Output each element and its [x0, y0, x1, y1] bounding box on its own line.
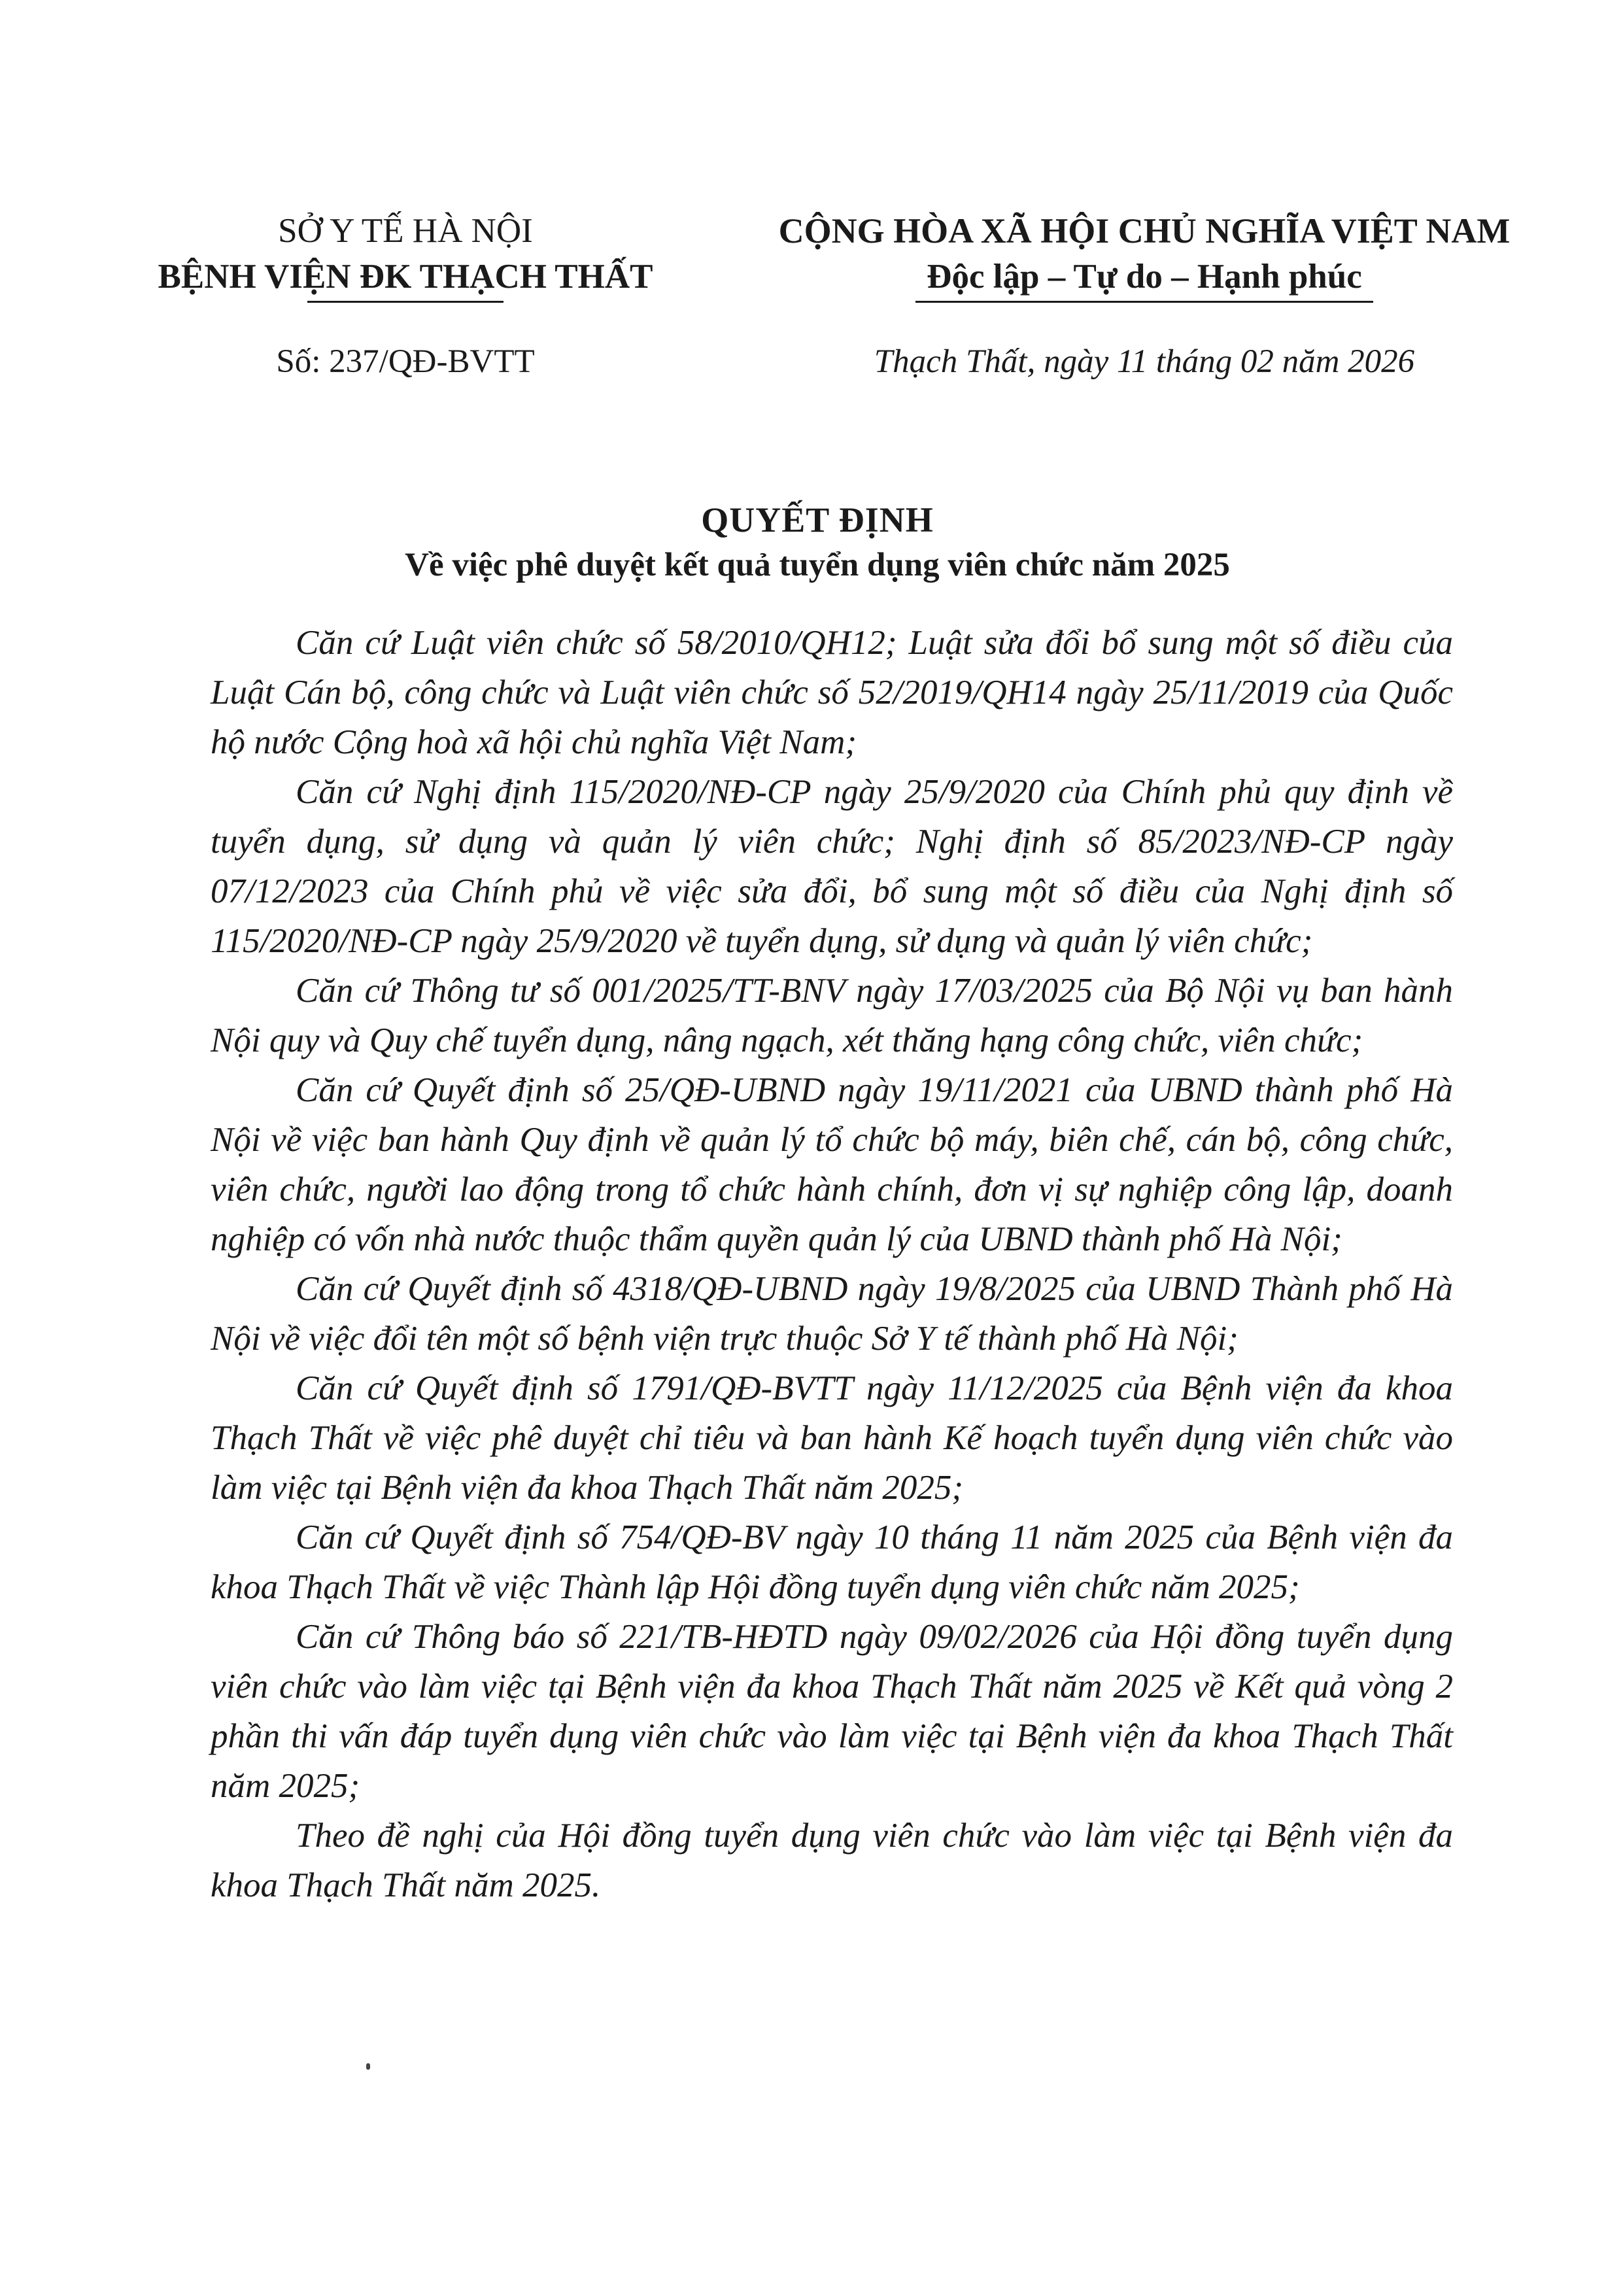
national-header-block	[726, 208, 1563, 383]
issuing-agency-block	[105, 208, 706, 383]
document-subject: Về việc phê duyệt kết quả tuyển dụng viên chức năm 2025	[405, 547, 1230, 583]
scan-speck	[366, 2063, 370, 2070]
hospital-name: BỆNH VIỆN ĐK THẠCH THẤT	[158, 258, 653, 296]
place-and-date: Thạch Thất, ngày 11 tháng 02 năm 2026	[874, 343, 1415, 380]
motto-underline	[915, 301, 1373, 303]
legal-basis-paragraph: Căn cứ Luật viên chức số 58/2010/QH12; Luật sửa đổi bổ sung một số điều của Luật Cán bộ, công chức và Luật viên chức số 52/2019/QH14 ngày 25/11/2019 của Quốc hộ nước Cộng hoà xã hội chủ nghĩa Việt Nam;	[211, 624, 1453, 761]
decision-title-block	[105, 497, 1530, 587]
legal-basis-paragraph: Căn cứ Thông báo số 221/TB-HĐTD ngày 09/02/2026 của Hội đồng tuyển dụng viên chức vào làm việc tại Bệnh viện đa khoa Thạch Thất năm 2025 về Kết quả vòng 2 phần thi vấn đáp tuyển dụng viên chức vào làm việc tại Bệnh viện đa khoa Thạch Thất năm 2025;	[211, 1618, 1453, 1805]
agency-underline	[307, 301, 504, 303]
legal-basis-paragraph: Căn cứ Thông tư số 001/2025/TT-BNV ngày 17/03/2025 của Bộ Nội vụ ban hành Nội quy và Quy chế tuyển dụng, nâng ngạch, xét thăng hạng công chức, viên chức;	[211, 972, 1453, 1059]
legal-basis-paragraph: Theo đề nghị của Hội đồng tuyển dụng viên chức vào làm việc tại Bệnh viện đa khoa Thạch Thất năm 2025.	[211, 1817, 1453, 1904]
legal-basis-paragraph: Căn cứ Quyết định số 4318/QĐ-UBND ngày 19/8/2025 của UBND Thành phố Hà Nội về việc đổi tên một số bệnh viện trực thuộc Sở Y tế thành phố Hà Nội;	[211, 1270, 1453, 1358]
legal-basis-paragraph: Căn cứ Quyết định số 1791/QĐ-BVTT ngày 11/12/2025 của Bệnh viện đa khoa Thạch Thất về việc phê duyệt chỉ tiêu và ban hành Kế hoạch tuyển dụng viên chức vào làm việc tại Bệnh viện đa khoa Thạch Thất năm 2025;	[211, 1369, 1453, 1507]
document-title: QUYẾT ĐỊNH	[701, 500, 934, 540]
national-motto: Độc lập – Tự do – Hạnh phúc	[927, 258, 1362, 296]
nation-name: CỘNG HÒA XÃ HỘI CHỦ NGHĨA VIỆT NAM	[778, 211, 1511, 250]
legal-basis-section	[211, 618, 1453, 1910]
legal-basis-paragraph: Căn cứ Quyết định số 25/QĐ-UBND ngày 19/11/2021 của UBND thành phố Hà Nội về việc ban hành Quy định về quản lý tổ chức bộ máy, biên chế, cán bộ, công chức, viên chức, người lao động trong tổ chức hành chính, đơn vị sự nghiệp công lập, doanh nghiệp có vốn nhà nước thuộc thẩm quyền quản lý của UBND thành phố Hà Nội;	[211, 1071, 1453, 1258]
document-number: Số: 237/QĐ-BVTT	[276, 343, 535, 380]
legal-basis-paragraph: Căn cứ Quyết định số 754/QĐ-BV ngày 10 tháng 11 năm 2025 của Bệnh viện đa khoa Thạch Thất về việc Thành lập Hội đồng tuyển dụng viên chức năm 2025;	[211, 1518, 1453, 1606]
parent-agency: SỞ Y TẾ HÀ NỘI	[278, 212, 533, 250]
legal-basis-paragraph: Căn cứ Nghị định 115/2020/NĐ-CP ngày 25/9/2020 của Chính phủ quy định về tuyển dụng, sử dụng và quản lý viên chức; Nghị định số 85/2023/NĐ-CP ngày 07/12/2023 của Chính phủ về việc sửa đổi, bổ sung một số điều của Nghị định số 115/2020/NĐ-CP ngày 25/9/2020 về tuyển dụng, sử dụng và quản lý viên chức;	[211, 773, 1453, 960]
